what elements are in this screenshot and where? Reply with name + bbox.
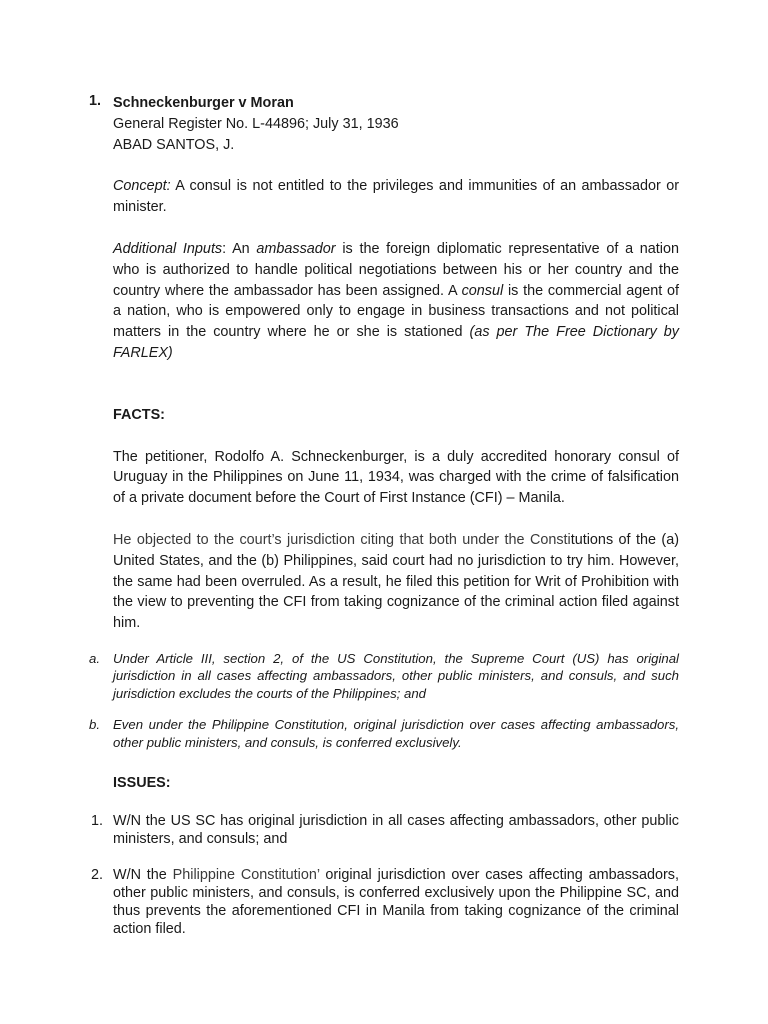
issue-2-start: W/N the [113,867,173,884]
list-item [68,867,679,938]
case-title: Schneckenburger v Moran [113,95,294,111]
issue-2-rest: original jurisdiction over cases affecting ambassadors, other public ministers, and consuls, is conferred exclusively upon the Philippine SC, and thus prevents the aforementioned CFI in Manila from taking cognizance of the criminal action filed. [113,867,679,937]
list-item [61,650,679,702]
concept-label: Concept: [113,178,171,195]
case-header [89,93,679,155]
case-number: 1. [89,93,102,109]
additional-text-1: : An [222,240,257,257]
list-item [61,716,679,751]
facts-p2-rest: tutions of the (a) United States, and the (b) Philippines, said court had no jurisdiction to try him. However, the same had been overruled. As a result, he filed this petition for Writ of Prohibition with the view to preventing the CFI from taking cognizance of the criminal action filed against him. [113,531,679,632]
case-register: General Register No. L-44896; July 31, 1936 [113,115,399,132]
list-marker: a. [89,650,100,666]
list-item [68,813,679,849]
term-consul: consul [461,282,504,299]
facts-heading: FACTS: [113,406,165,423]
list-item-text: Even under the Philippine Constitution, original jurisdiction over cases affecting ambassadors, other public ministers, and consuls, is conferred exclusively. [113,717,679,750]
issue-text-1: W/N the US SC has original jurisdiction in all cases affecting ambassadors, other public ministers, and consuls; and [113,812,679,847]
additional-inputs-paragraph [113,239,679,364]
issues-heading: ISSUES: [113,774,171,791]
term-ambassador: ambassador [256,240,336,257]
facts-paragraph-2 [113,530,679,634]
facts-argument-list [89,650,679,751]
concept-text: A consul is not entitled to the privileges and immunities of an ambassador or minister. [113,178,679,216]
list-marker: b. [89,717,100,733]
additional-text-2: is the foreign diplomatic representative of a nation who is authorized to handle political negotiations between his or her country and the country where the ambassador has been assigned. A [113,240,680,299]
issue-2-term: Philippine Constitution’ [172,867,320,884]
additional-label: Additional Inputs [113,240,223,257]
issue-text-2 [113,867,679,938]
list-marker: 1. [91,812,104,829]
additional-source: (as per The Free Dictionary by FARLEX) [113,324,679,361]
facts-paragraph-1: The petitioner, Rodolfo A. Schneckenburger, is a duly accredited honorary consul of Uruguay in the Philippines on June 11, 1934, was charged with the crime of falsification of a private document before the Court of First Instance (CFI) – Manila. [113,448,679,507]
concept-paragraph [113,176,679,218]
case-ponente: ABAD SANTOS, J. [113,136,235,153]
facts-p2-start: He objected to the court’s jurisdiction citing that both under the Consti [113,531,571,548]
list-marker: 2. [91,867,104,884]
additional-text-3: is the commercial agent of a nation, who is empowered only to engage in business transactions and not political matters in the country where he or she is stationed [113,282,679,341]
document-content [89,93,680,939]
list-item-text: Under Article III, section 2, of the US Constitution, the Supreme Court (US) has original jurisdiction in all cases affecting ambassadors, other public ministers, and consuls, and such jurisdiction excludes the courts of the Philippines; and [113,650,679,701]
issues-list [91,812,679,939]
